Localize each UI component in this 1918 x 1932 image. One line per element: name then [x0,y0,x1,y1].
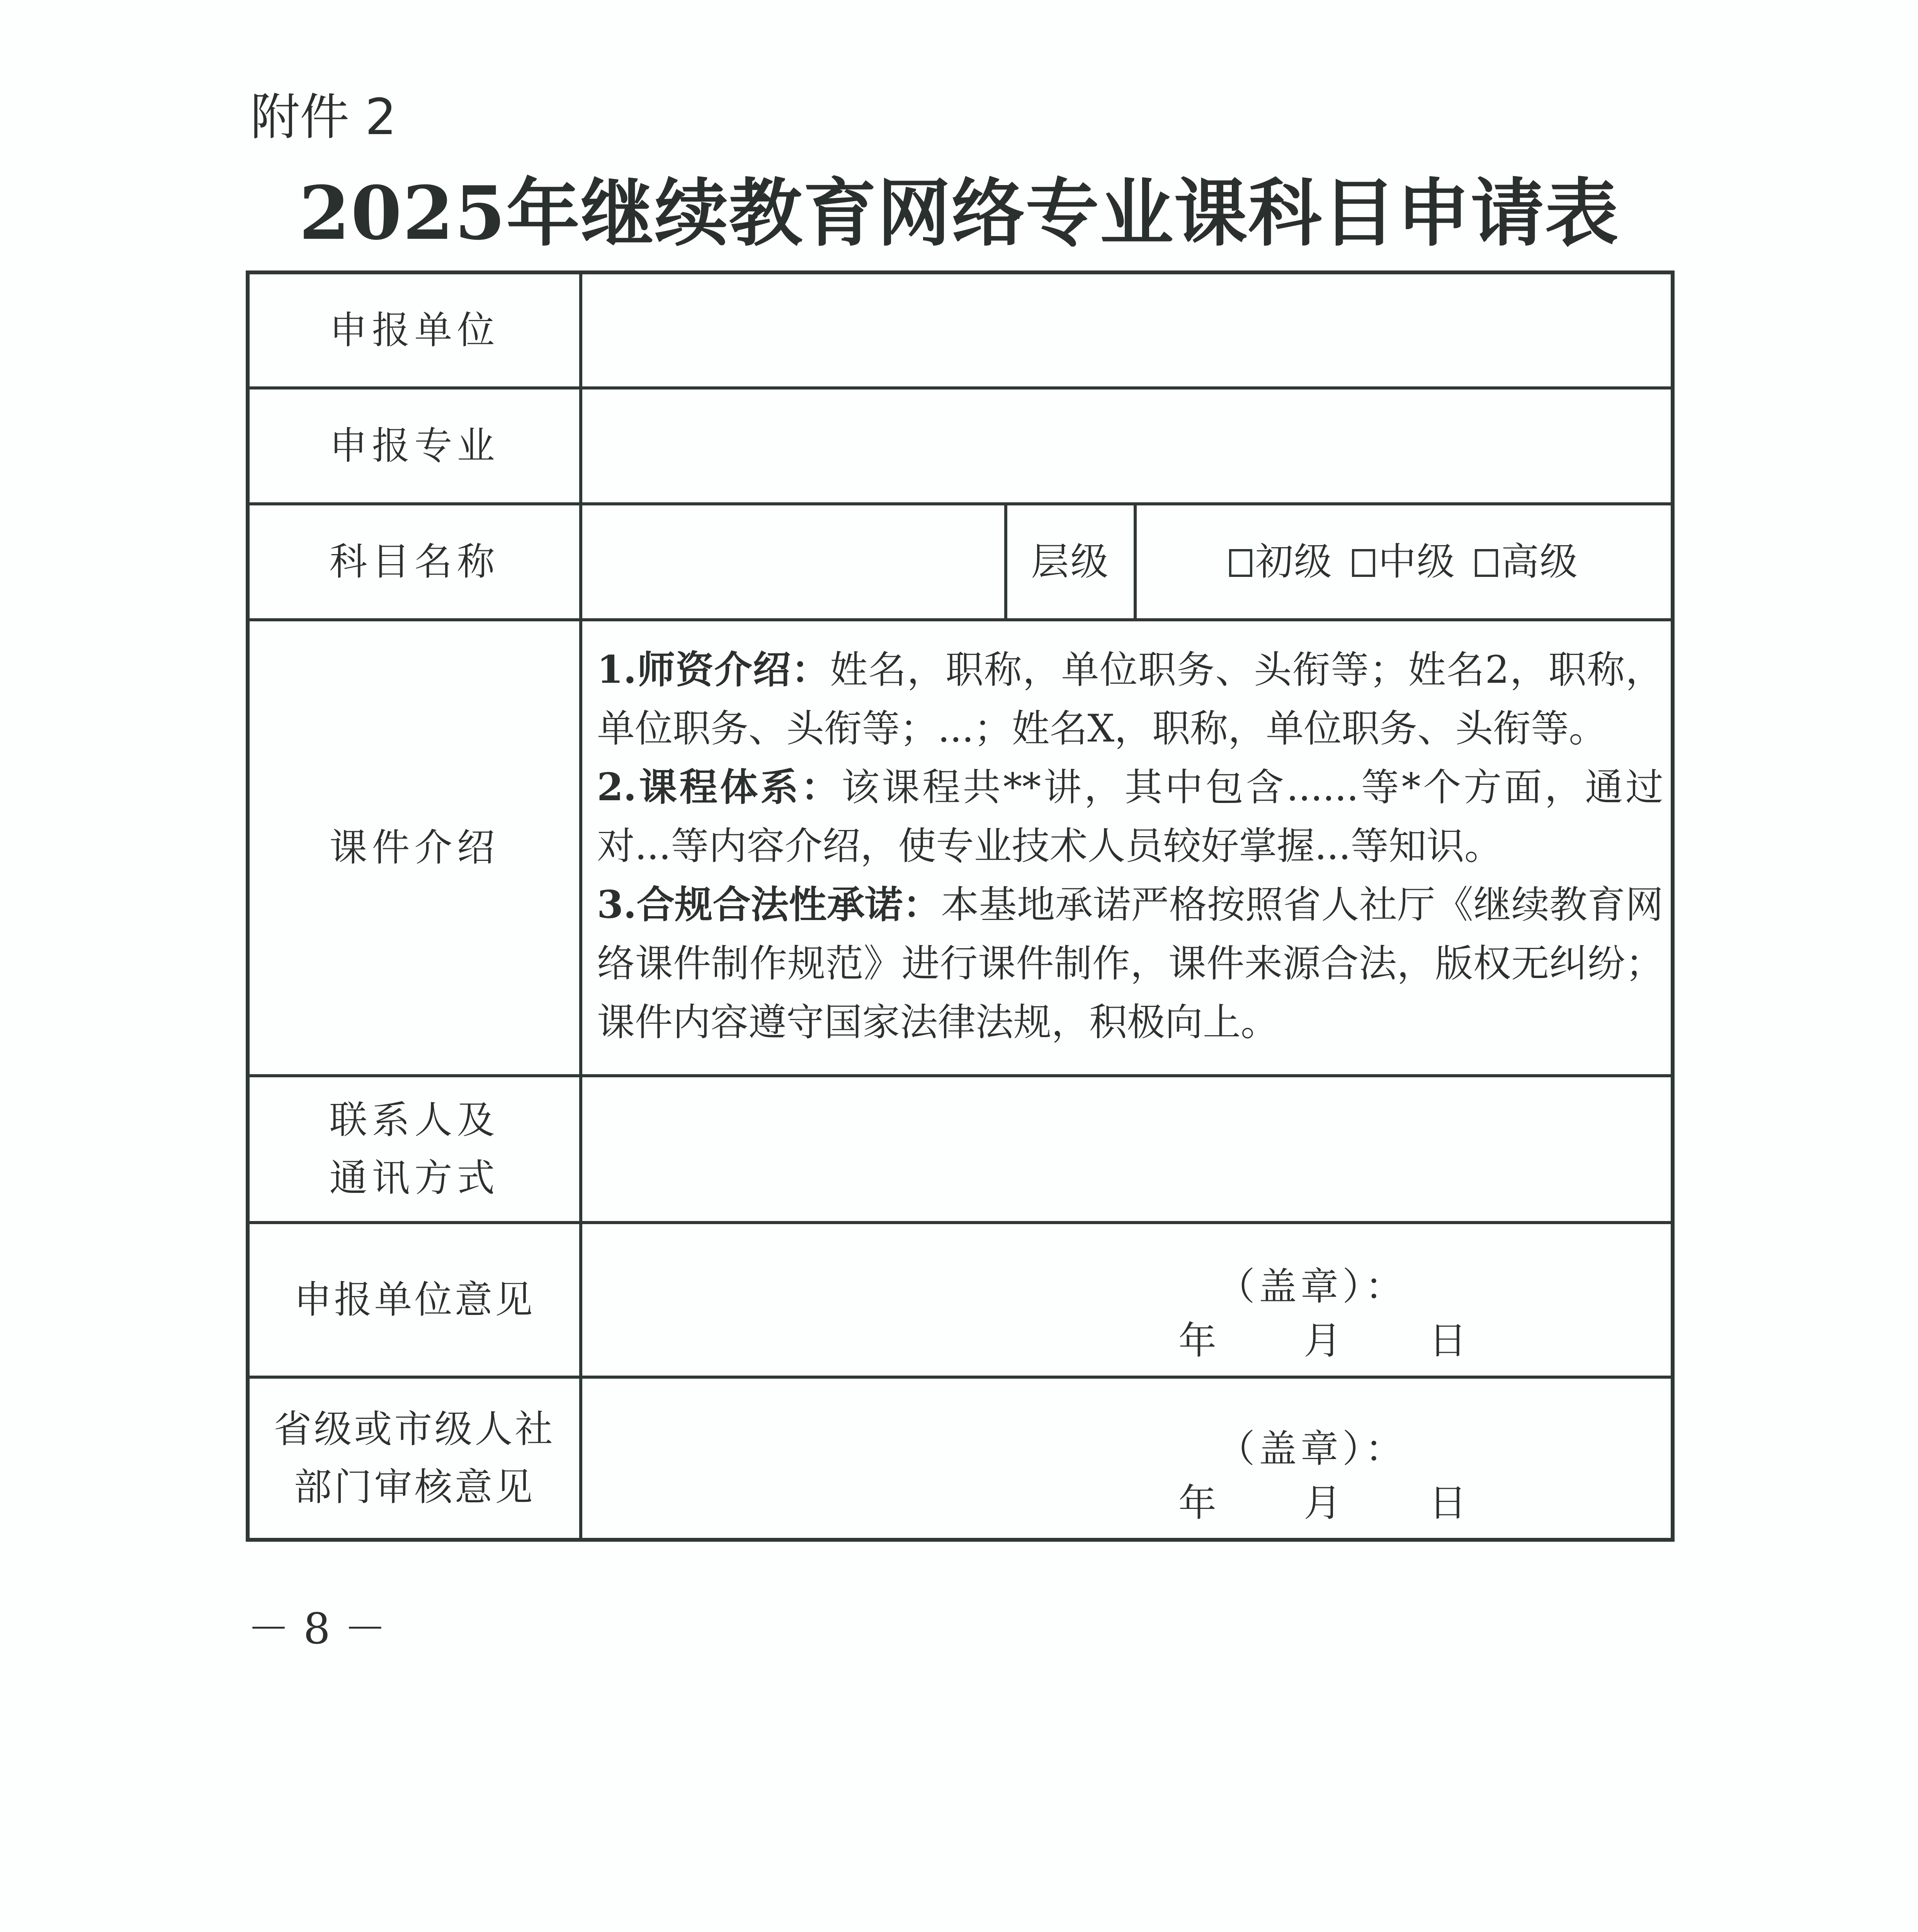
row-divider [247,1074,1675,1077]
level-option-intermediate[interactable]: 中级 [1352,533,1456,591]
column-divider [579,270,582,1542]
contact-field[interactable] [583,1077,1669,1220]
applicant-unit-field[interactable] [583,274,1669,386]
label-dept-opinion: 省级或市级人社 部门审核意见 [274,1407,555,1509]
label-contact: 联系人及 通讯方式 [329,1098,500,1200]
level-option-junior[interactable]: 初级 [1229,533,1333,591]
attachment-label: 附件 2 [250,88,397,146]
table-border [246,270,250,1542]
label-level: 层级 [1031,540,1110,584]
row-divider [247,502,1675,505]
row-divider [247,386,1675,389]
table-border [247,270,1675,274]
table-border [1671,270,1675,1542]
label-unit-opinion: 申报单位意见 [294,1278,535,1322]
level-options [1137,505,1671,618]
label-applicant-unit: 申报单位 [329,308,500,352]
page-number: － 8 － [247,1604,386,1653]
checkbox-icon[interactable] [1352,549,1375,577]
column-divider [1134,504,1137,620]
dept-opinion-field[interactable] [583,1379,1669,1537]
dept-date-label: 年 月 日 [1178,1481,1471,1525]
row-divider [247,618,1675,621]
subject-name-field[interactable] [583,505,1003,617]
label-course-intro: 课件介绍 [329,826,500,870]
column-divider [1004,504,1007,620]
label-applied-major: 申报专业 [329,424,500,468]
row-divider [247,1221,1675,1224]
intro-teachers: 1.师资介绍：姓名，职称，单位职务、头衔等；姓名2，职称，单位职务、头衔等；...；姓名X，职称，单位职务、头衔等。 [597,648,1663,751]
checkbox-icon[interactable] [1229,549,1252,577]
applied-major-field[interactable] [583,389,1669,502]
unit-opinion-field[interactable] [583,1224,1669,1375]
dept-stamp-label: （盖章）： [1217,1427,1407,1471]
page-title: 2025年继续教育网络专业课科目申请表 [299,170,1619,256]
row-divider [247,1376,1675,1379]
unit-stamp-label: （盖章）： [1217,1265,1407,1309]
intro-curriculum: 2.课程体系：该课程共**讲，其中包含......等*个方面，通过对...等内容介绍，使专业技术人员较好掌握...等知识。 [597,765,1663,868]
unit-date-label: 年 月 日 [1178,1319,1471,1363]
checkbox-icon[interactable] [1475,549,1498,577]
intro-compliance: 3.合规合法性承诺：本基地承诺严格按照省人社厅《继续教育网络课件制作规范》进行课件制作，课件来源合法，版权无纠纷；课件内容遵守国家法律法规，积极向上。 [597,883,1663,1044]
label-subject-name: 科目名称 [329,540,500,584]
course-intro-text[interactable] [597,641,1663,1052]
table-border [247,1538,1675,1542]
level-option-senior[interactable]: 高级 [1475,533,1578,591]
